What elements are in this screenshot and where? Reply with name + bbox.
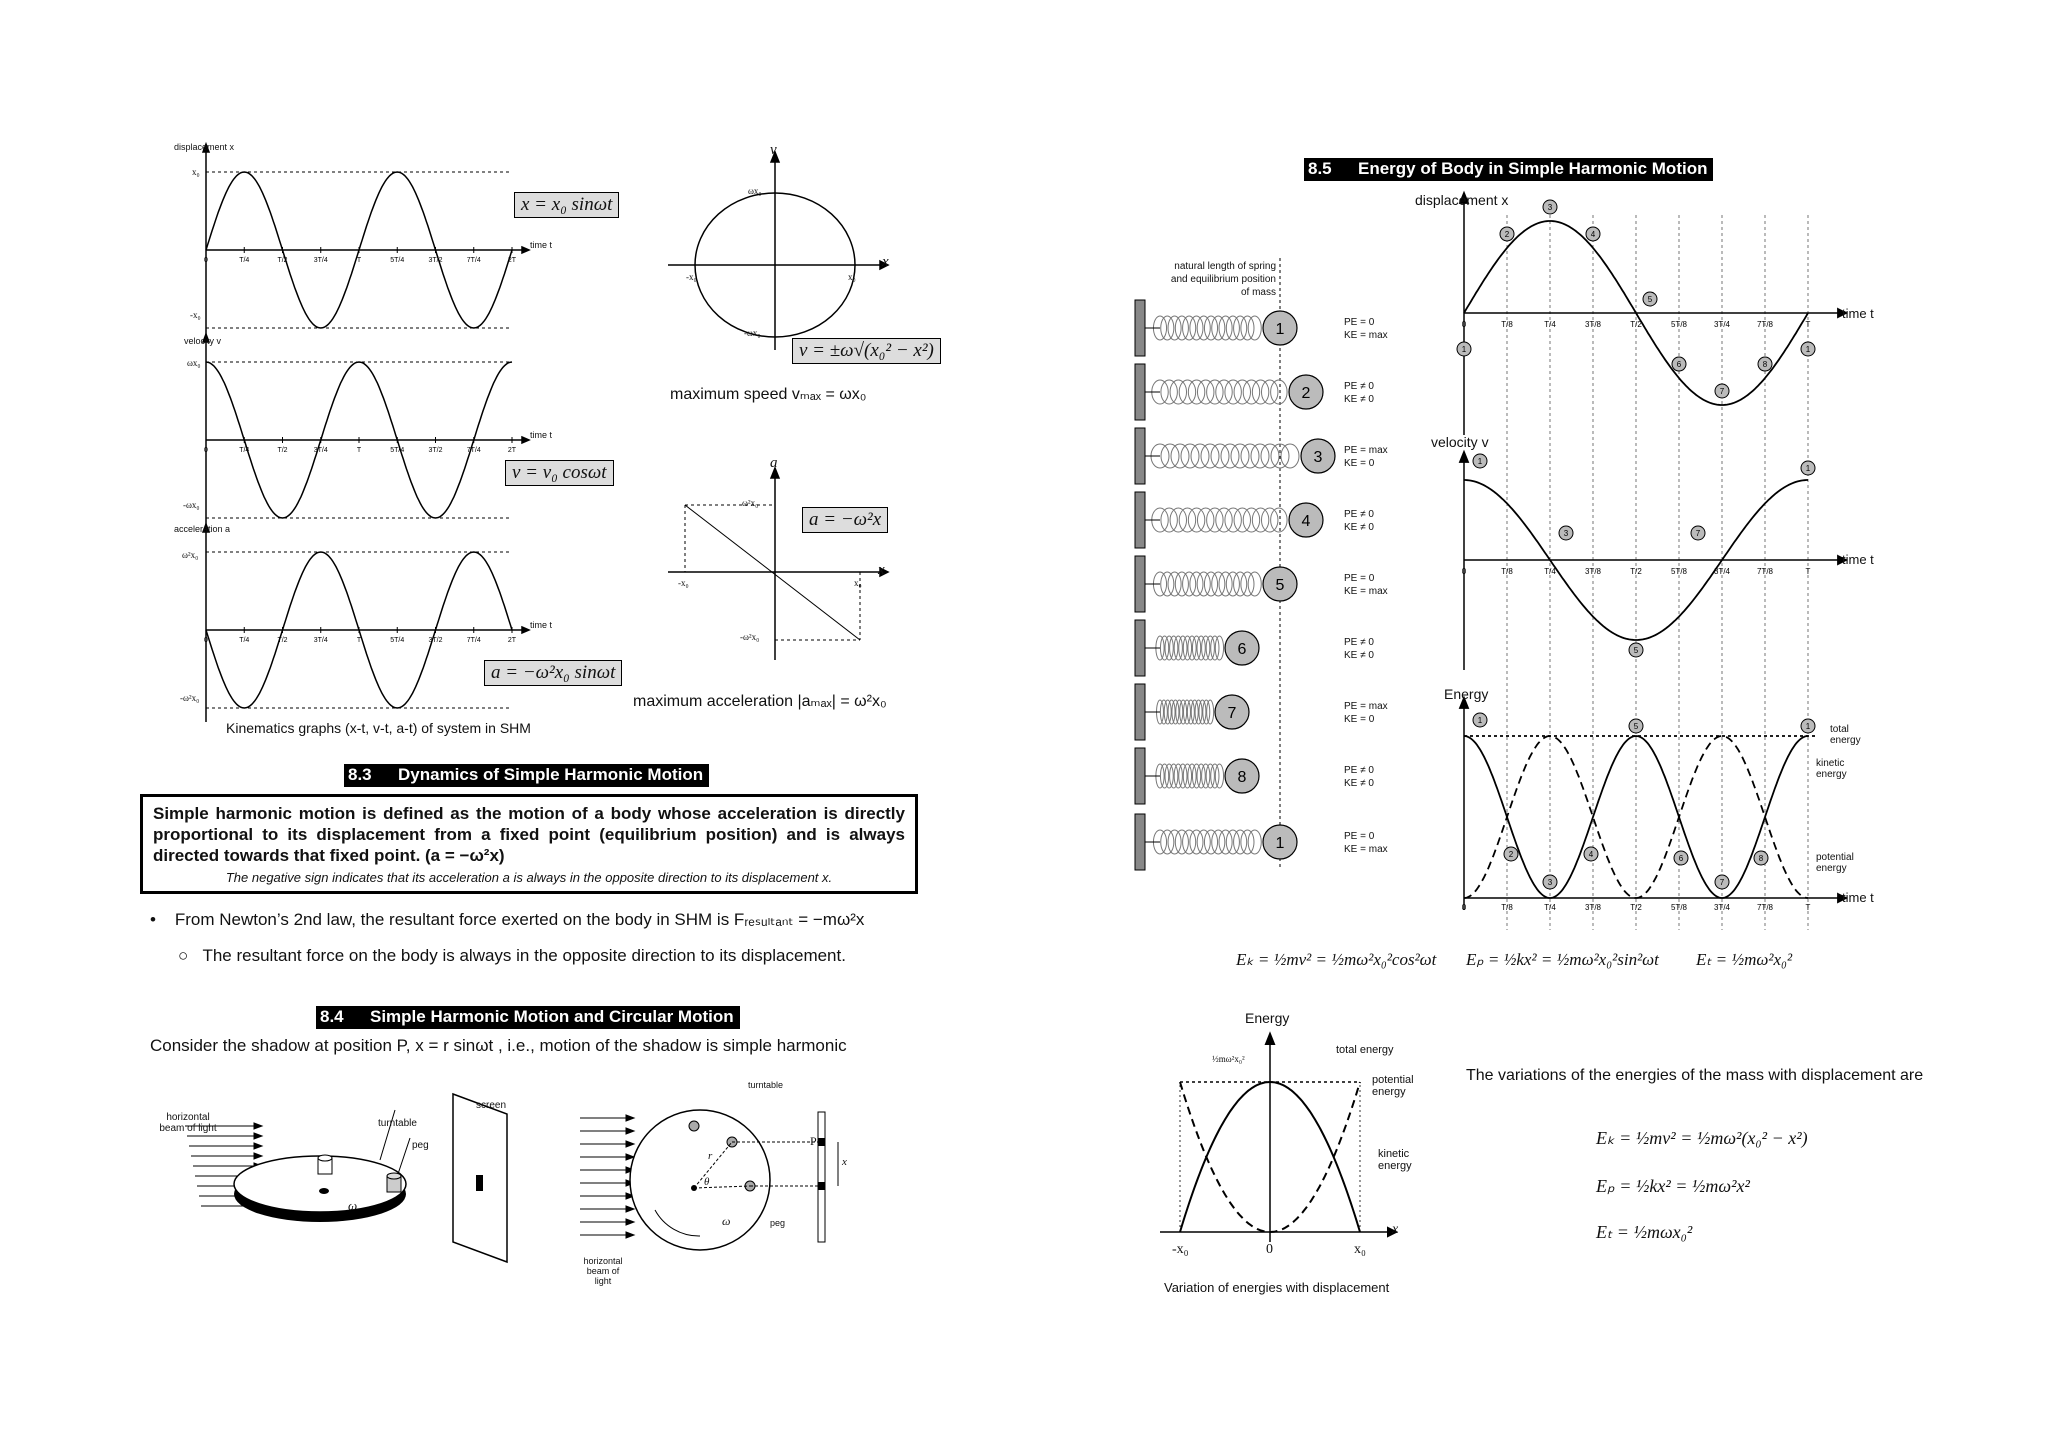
beam-label-1: horizontal beam of light	[159, 1112, 217, 1134]
tick-label: 3T/4	[1713, 320, 1731, 329]
marker-number: 4	[1588, 850, 1594, 859]
w2x0-label: ω²x₀	[182, 550, 199, 560]
tick-label: 3T/8	[1584, 320, 1602, 329]
accel-formula-box: a = −ω²x	[802, 507, 888, 533]
state-energy-label: PE = 0 KE = max	[1344, 573, 1388, 597]
accel-top-label: ω²x₀	[742, 498, 759, 508]
edisp-axis-label: Energy	[1245, 1010, 1290, 1026]
marker-number: 4	[1590, 229, 1596, 239]
state-energy-label: PE ≠ 0 KE ≠ 0	[1344, 637, 1374, 661]
beam-label-2: horizontal beam of light	[583, 1256, 623, 1286]
right-energy-axis: Energy	[1444, 686, 1489, 702]
tick-label: T	[1805, 903, 1811, 912]
section-8-4-num: 8.4	[320, 1007, 344, 1026]
max-acc-text: maximum acceleration |aₘₐₓ| = ω²x₀	[633, 693, 887, 710]
eq-ep: Eₚ = ½kx² = ½mω²x²	[1596, 1176, 1750, 1196]
tick-label: T	[1805, 567, 1811, 576]
accel-right-label: x₀	[854, 578, 862, 588]
marker-number: 7	[1695, 529, 1701, 538]
state-energy-label: PE ≠ 0 KE ≠ 0	[1344, 381, 1374, 405]
acc-axis-label: acceleration a	[174, 524, 231, 534]
tick-label: 7T/4	[466, 257, 481, 264]
tick-label: 3T/4	[313, 447, 328, 454]
state-energy-label: PE = max KE = 0	[1344, 701, 1388, 725]
marker-number: 6	[1676, 360, 1682, 370]
tick-label: T/8	[1501, 903, 1513, 912]
edisp-x-axis: x	[1392, 1222, 1399, 1237]
tick-label: T/4	[239, 257, 250, 264]
state-energy-label: PE = 0 KE = max	[1344, 831, 1388, 855]
phase-top-label: ωx₀	[748, 186, 762, 196]
bullet-1: • From Newton’s 2nd law, the resultant force exerted on the body in SHM is Fᵣₑₛᵤₗₜₐₙₜ = −mω²x	[150, 910, 865, 929]
edisp-total-label: total energy	[1336, 1044, 1394, 1056]
total-energy-label: total energy	[1830, 724, 1861, 746]
state-energy-label: PE = max KE = 0	[1344, 445, 1388, 469]
tick-label: T/4	[1544, 903, 1556, 912]
mass-number: 5	[1275, 577, 1285, 594]
tick-label: T	[1805, 320, 1811, 329]
tick-label: 0	[204, 257, 208, 264]
tick-label: T/2	[277, 637, 288, 644]
tick-label: 5T/4	[390, 257, 405, 264]
neg-wx0-label: -ωx₀	[183, 500, 200, 510]
marker-number: 7	[1719, 387, 1725, 396]
tick-label: 3T/8	[1584, 567, 1602, 576]
marker-number: 8	[1762, 360, 1768, 370]
tick-label: 7T/8	[1756, 567, 1774, 576]
section-8-4-text: Consider the shadow at position P, x = r sinωt , i.e., motion of the shadow is simple harmonic	[150, 1036, 847, 1055]
tick-label: T/4	[1544, 567, 1556, 576]
marker-number: 3	[1547, 203, 1553, 212]
variation-text: The variations of the energies of the mass with displacement are	[1466, 1067, 1924, 1084]
edisp-left-label: -x₀	[1172, 1242, 1189, 1257]
formula-a-box: a = −ω²x₀ sinωt	[484, 660, 622, 686]
tick-label: 5T/8	[1670, 567, 1688, 576]
state-energy-label: PE ≠ 0 KE ≠ 0	[1344, 765, 1374, 789]
phase-x-axis: x	[882, 254, 889, 270]
tick-label: 3T/2	[428, 257, 443, 264]
phase-formula-box: v = ±ω√(x₀² − x²)	[792, 338, 941, 364]
bullet-2: ○ The resultant force on the body is always in the opposite direction to its displacement.	[178, 946, 846, 965]
marker-number: 3	[1547, 878, 1553, 887]
shm-definition-note: The negative sign indicates that its acceleration a is always in the opposite direction to its displacement x.	[225, 870, 833, 885]
x-label-turntable: x	[842, 1156, 847, 1168]
tick-label: 7T/8	[1756, 320, 1774, 329]
kinematics-caption: Kinematics graphs (x-t, v-t, a-t) of system in SHM	[226, 720, 531, 736]
tick-label: T/4	[239, 447, 250, 454]
x0-label: x₀	[192, 167, 200, 177]
section-8-5-title: Energy of Body in Simple Harmonic Motion	[1358, 159, 1708, 178]
wx0-label: ωx₀	[187, 358, 201, 368]
right-time-label-3: time t	[1842, 890, 1874, 905]
tick-label: T	[356, 257, 362, 264]
phase-bottom-label: -ωx₀	[744, 328, 761, 338]
section-8-5-num: 8.5	[1308, 159, 1332, 178]
mass-number: 2	[1301, 385, 1311, 402]
tick-label: 3T/4	[313, 637, 328, 644]
mass-number: 7	[1227, 705, 1237, 722]
omega-label-2: ω	[722, 1214, 731, 1228]
phase-v-axis: v	[770, 142, 777, 158]
section-8-3-num: 8.3	[348, 765, 372, 784]
neg-w2x0-label: -ω²x₀	[180, 693, 200, 703]
tick-label: 3T/4	[1713, 903, 1731, 912]
tick-label: 3T/2	[428, 447, 443, 454]
turntable-label-2: turntable	[748, 1080, 784, 1090]
shm-definition: Simple harmonic motion is defined as the motion of a body whose acceleration is directly proportional to its displacement from a fixed point (equilibrium position) and is always directed towards that fixed point. (a = −ω²x)	[153, 804, 905, 865]
tick-label: 2T	[507, 447, 517, 454]
tick-label: T/8	[1501, 567, 1513, 576]
arrow	[1266, 1034, 1274, 1044]
edisp-kinetic-label: kinetic energy	[1378, 1148, 1412, 1172]
tick-label: 3T/8	[1584, 903, 1602, 912]
tick-label: T/4	[1544, 320, 1556, 329]
mass-number: 1	[1275, 835, 1285, 852]
tick-label: 5T/4	[390, 447, 405, 454]
tick-label: T/2	[277, 447, 288, 454]
ek-time-eq: Eₖ = ½mv² = ½mω²x₀²cos²ωt	[1236, 950, 1437, 969]
tick-label: T/2	[277, 257, 288, 264]
accel-bottom-label: -ω²x₀	[740, 632, 760, 642]
edisp-potential-label: potential energy	[1372, 1074, 1414, 1098]
accel-a-axis: a	[770, 455, 778, 471]
time-label-2: time t	[530, 430, 553, 440]
r-label: r	[708, 1150, 713, 1162]
marker-number: 1	[1805, 722, 1811, 731]
state-energy-label: PE ≠ 0 KE ≠ 0	[1344, 509, 1374, 533]
peg-label-1: peg	[412, 1140, 429, 1151]
tick-label: 5T/8	[1670, 320, 1688, 329]
marker-number: 6	[1678, 854, 1684, 863]
tick-label: 7T/8	[1756, 903, 1774, 912]
marker-number: 5	[1633, 722, 1639, 731]
eq-et: Eₜ = ½mωx₀²	[1596, 1222, 1693, 1242]
spring-note: natural length of spring and equilibrium position of mass	[1170, 261, 1276, 298]
state-energy-label: PE = 0 KE = max	[1344, 317, 1388, 341]
bullet-1-text: From Newton’s 2nd law, the resultant force exerted on the body in SHM is Fᵣₑₛᵤₗₜₐₙₜ = −mω²x	[174, 910, 865, 929]
right-disp-axis: displacement x	[1415, 192, 1509, 208]
tick-label: 0	[204, 447, 208, 454]
right-time-label-2: time t	[1842, 552, 1874, 567]
marker-number: 1	[1805, 464, 1811, 473]
tick-label: T/4	[239, 637, 250, 644]
phase-right-label: x₀	[848, 272, 856, 282]
mass-number: 3	[1313, 449, 1323, 466]
mass-number: 1	[1275, 321, 1285, 338]
tick-label: T	[356, 447, 362, 454]
accel-x-axis: x	[878, 562, 885, 578]
tick-label: 0	[1461, 903, 1467, 912]
tick-label: T/8	[1501, 320, 1513, 329]
marker-number: 2	[1508, 850, 1514, 859]
bullet-2-text: The resultant force on the body is always in the opposite direction to its displacement.	[202, 946, 846, 965]
omega-label-1: ω	[348, 1198, 358, 1213]
right-vel-axis: velocity v	[1431, 434, 1489, 450]
accel-left-label: -x₀	[678, 578, 689, 588]
turntable-label-1: turntable	[378, 1118, 417, 1129]
tick-label: 7T/4	[466, 447, 481, 454]
marker-number: 8	[1758, 854, 1764, 863]
potential-energy-label: potential energy	[1816, 852, 1854, 874]
tick-label: 0	[1461, 567, 1467, 576]
section-8-4-title: Simple Harmonic Motion and Circular Motion	[370, 1007, 734, 1026]
tick-label: 7T/4	[466, 637, 481, 644]
tick-label: 3T/2	[428, 637, 443, 644]
eq-ek: Eₖ = ½mv² = ½mω²(x₀² − x²)	[1596, 1128, 1808, 1148]
right-time-label-1: time t	[1842, 306, 1874, 321]
disp-axis-label: displacement x	[174, 142, 235, 152]
time-label-1: time t	[530, 240, 553, 250]
tick-label: 2T	[507, 257, 517, 264]
kinetic-energy-label: kinetic energy	[1816, 758, 1847, 780]
phase-left-label: -x₀	[686, 272, 697, 282]
p-label: P	[810, 1134, 817, 1148]
marker-number: 5	[1647, 295, 1653, 304]
edisp-zero-label: 0	[1266, 1242, 1273, 1257]
tick-label: T/2	[1630, 567, 1642, 576]
tick-label: 3T/4	[1713, 567, 1731, 576]
formula-v-box: v = v₀ cosωt	[505, 460, 614, 486]
edisp-top-label: ½mω²x₀²	[1212, 1054, 1245, 1064]
section-8-3-title: Dynamics of Simple Harmonic Motion	[398, 765, 704, 784]
mass-number: 6	[1237, 641, 1247, 658]
et-time-eq: Eₜ = ½mω²x₀²	[1696, 950, 1793, 969]
tick-label: T/2	[1630, 903, 1642, 912]
tick-label: T	[356, 637, 362, 644]
tick-label: 5T/8	[1670, 903, 1688, 912]
max-speed-text: maximum speed vₘₐₓ = ωx₀	[670, 386, 867, 403]
tick-label: 3T/4	[313, 257, 328, 264]
marker-number: 3	[1563, 529, 1569, 538]
marker-number: 1	[1805, 345, 1811, 354]
tick-label: T/2	[1630, 320, 1642, 329]
marker-number: 7	[1719, 878, 1725, 887]
marker-number: 1	[1477, 716, 1483, 725]
ep-time-eq: Eₚ = ½kx² = ½mω²x₀²sin²ωt	[1466, 950, 1659, 969]
formula-x-box: x = x₀ sinωt	[514, 192, 619, 218]
tick-label: 2T	[507, 637, 517, 644]
peg-label-2: peg	[770, 1218, 786, 1228]
mass-number: 8	[1237, 769, 1247, 786]
vel-axis-label: velocity v	[184, 336, 222, 346]
marker-number: 1	[1477, 457, 1483, 466]
edisp-caption: Variation of energies with displacement	[1164, 1280, 1390, 1295]
neg-x0-label: -x₀	[190, 310, 201, 320]
marker-number: 5	[1633, 646, 1639, 655]
tick-label: 0	[1461, 320, 1467, 329]
marker-number: 2	[1504, 229, 1510, 239]
edisp-right-label: x₀	[1354, 1242, 1366, 1257]
marker-number: 1	[1461, 345, 1467, 354]
tick-label: 0	[204, 637, 208, 644]
mass-number: 4	[1301, 513, 1311, 530]
time-label-3: time t	[530, 620, 553, 630]
theta-label: θ	[704, 1176, 710, 1188]
tick-label: 5T/4	[390, 637, 405, 644]
screen-label: screen	[476, 1100, 507, 1111]
